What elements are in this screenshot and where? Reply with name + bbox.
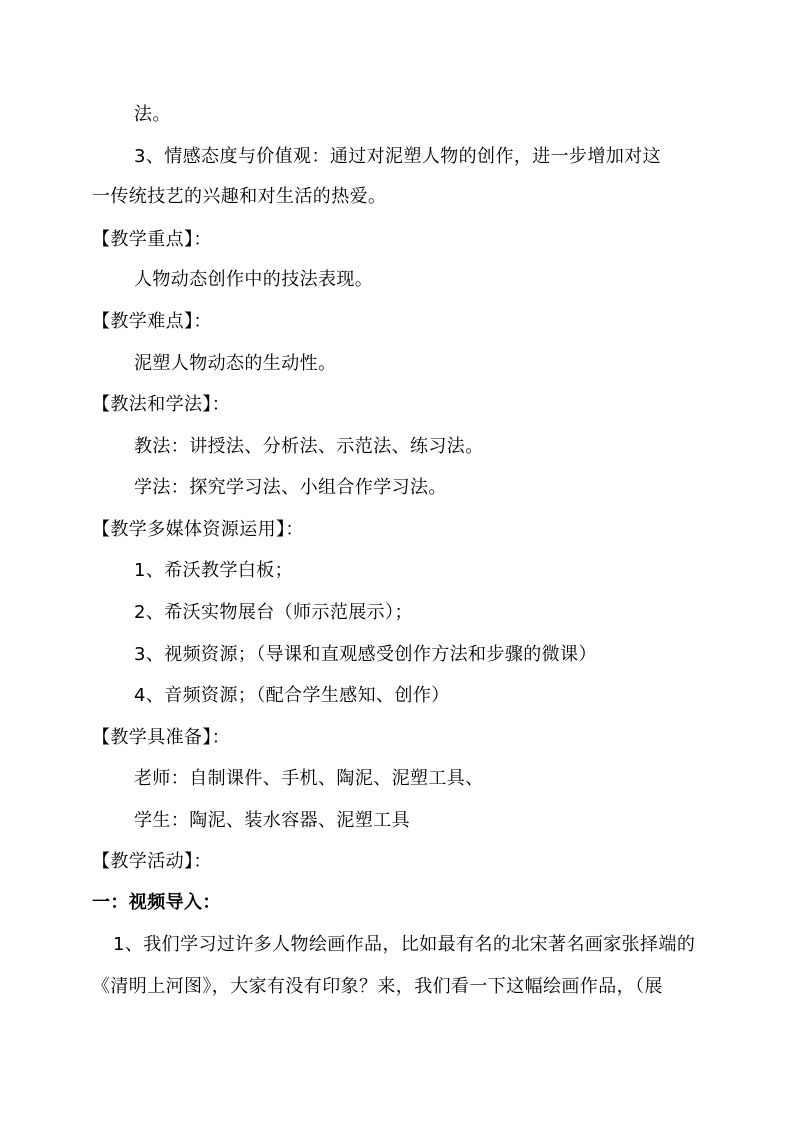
- section-heading: 【教学难点】：: [92, 311, 212, 332]
- text-line: 泥塑人物动态的生动性。: [134, 353, 337, 374]
- text-line: 2、希沃实物展台（师示范展示）；: [134, 602, 413, 623]
- text-line: 学法：探究学习法、小组合作学习法。: [134, 477, 447, 498]
- text-line: 人物动态创作中的技法表现。: [134, 269, 374, 290]
- text-line: 学生：陶泥、装水容器、泥塑工具: [134, 810, 410, 831]
- text-line: 法。: [134, 104, 171, 125]
- section-heading: 【教法和学法】：: [92, 394, 231, 415]
- text-line: 3、视频资源；（导课和直观感受创作方法和步骤的微课）: [134, 644, 597, 665]
- text-line: 老师：自制课件、手机、陶泥、泥塑工具、: [134, 768, 484, 789]
- section-heading: 【教学活动】：: [92, 851, 212, 872]
- section-heading: 【教学具准备】：: [92, 727, 231, 748]
- subsection-heading: 一：视频导入：: [92, 892, 221, 913]
- section-heading: 【教学重点】：: [92, 229, 212, 250]
- text-line: 一传统技艺的兴趣和对生活的热爱。: [92, 186, 387, 207]
- text-line: 1、我们学习过许多人物绘画作品，比如最有名的北宋著名画家张择端的: [113, 934, 696, 955]
- section-heading: 【教学多媒体资源运用】：: [92, 519, 304, 540]
- text-line: 4、音频资源；（配合学生感知、创作）: [134, 685, 450, 706]
- text-line: 教法：讲授法、分析法、示范法、练习法。: [134, 436, 484, 457]
- text-line: 《清明上河图》，大家有没有印象？来，我们看一下这幅绘画作品，（展: [92, 976, 663, 997]
- text-line: 3、情感态度与价值观：通过对泥塑人物的创作，进一步增加对这: [134, 146, 662, 167]
- text-line: 1、希沃教学白板；: [134, 560, 294, 581]
